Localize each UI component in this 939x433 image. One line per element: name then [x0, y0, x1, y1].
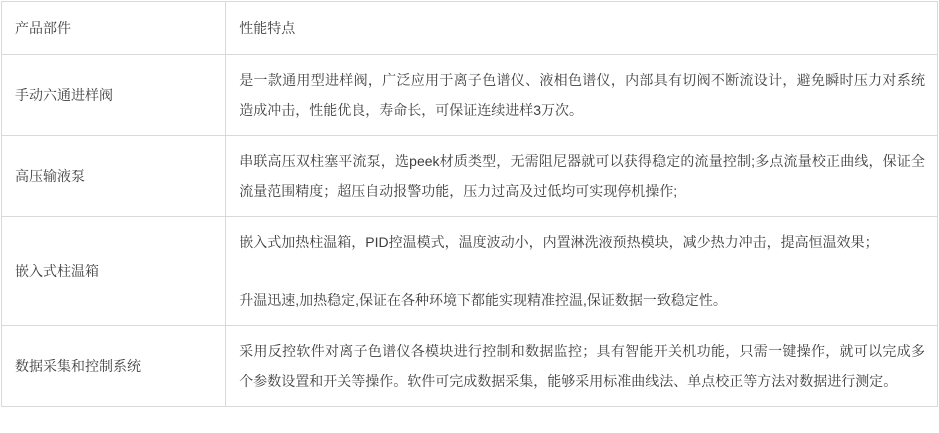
table-header-row [2, 2, 938, 55]
description-paragraph: 嵌入式加热柱温箱，PID控温模式，温度波动小，内置淋洗液预热模块，减少热力冲击，提高恒温效果； [239, 234, 879, 250]
table-row [2, 217, 938, 326]
column-header-part: 产品部件 [2, 2, 226, 55]
description-paragraph: 是一款通用型进样阀，广泛应用于离子色谱仪、液相色谱仪，内部具有切阀不断流设计，避免瞬时压力对系统造成冲击，性能优良，寿命长，可保证连续进样3万次。 [239, 72, 925, 118]
column-header-features: 性能特点 [226, 2, 938, 55]
part-name: 高压输液泵 [2, 136, 226, 217]
product-specification-table [1, 1, 938, 407]
part-description [226, 136, 938, 217]
table-row [2, 136, 938, 217]
description-paragraph: 升温迅速,加热稳定,保证在各种环境下都能实现精准控温,保证数据一致稳定性。 [239, 292, 727, 308]
description-paragraph: 采用反控软件对离子色谱仪各模块进行控制和数据监控；具有智能开关机功能，只需一键操作，就可以完成多个参数设置和开关等操作。软件可完成数据采集，能够采用标准曲线法、单点校正等方法对数据进行测定。 [239, 343, 925, 389]
description-paragraph: 串联高压双柱塞平流泵，选peek材质类型，无需阻尼器就可以获得稳定的流量控制;多点流量校正曲线，保证全流量范围精度；超压自动报警功能，压力过高及过低均可实现停机操作; [239, 153, 925, 199]
part-name: 数据采集和控制系统 [2, 326, 226, 407]
part-description [226, 55, 938, 136]
table-row [2, 55, 938, 136]
part-description [226, 326, 938, 407]
part-name: 嵌入式柱温箱 [2, 217, 226, 326]
part-name: 手动六通进样阀 [2, 55, 226, 136]
table-row [2, 326, 938, 407]
part-description [226, 217, 938, 326]
